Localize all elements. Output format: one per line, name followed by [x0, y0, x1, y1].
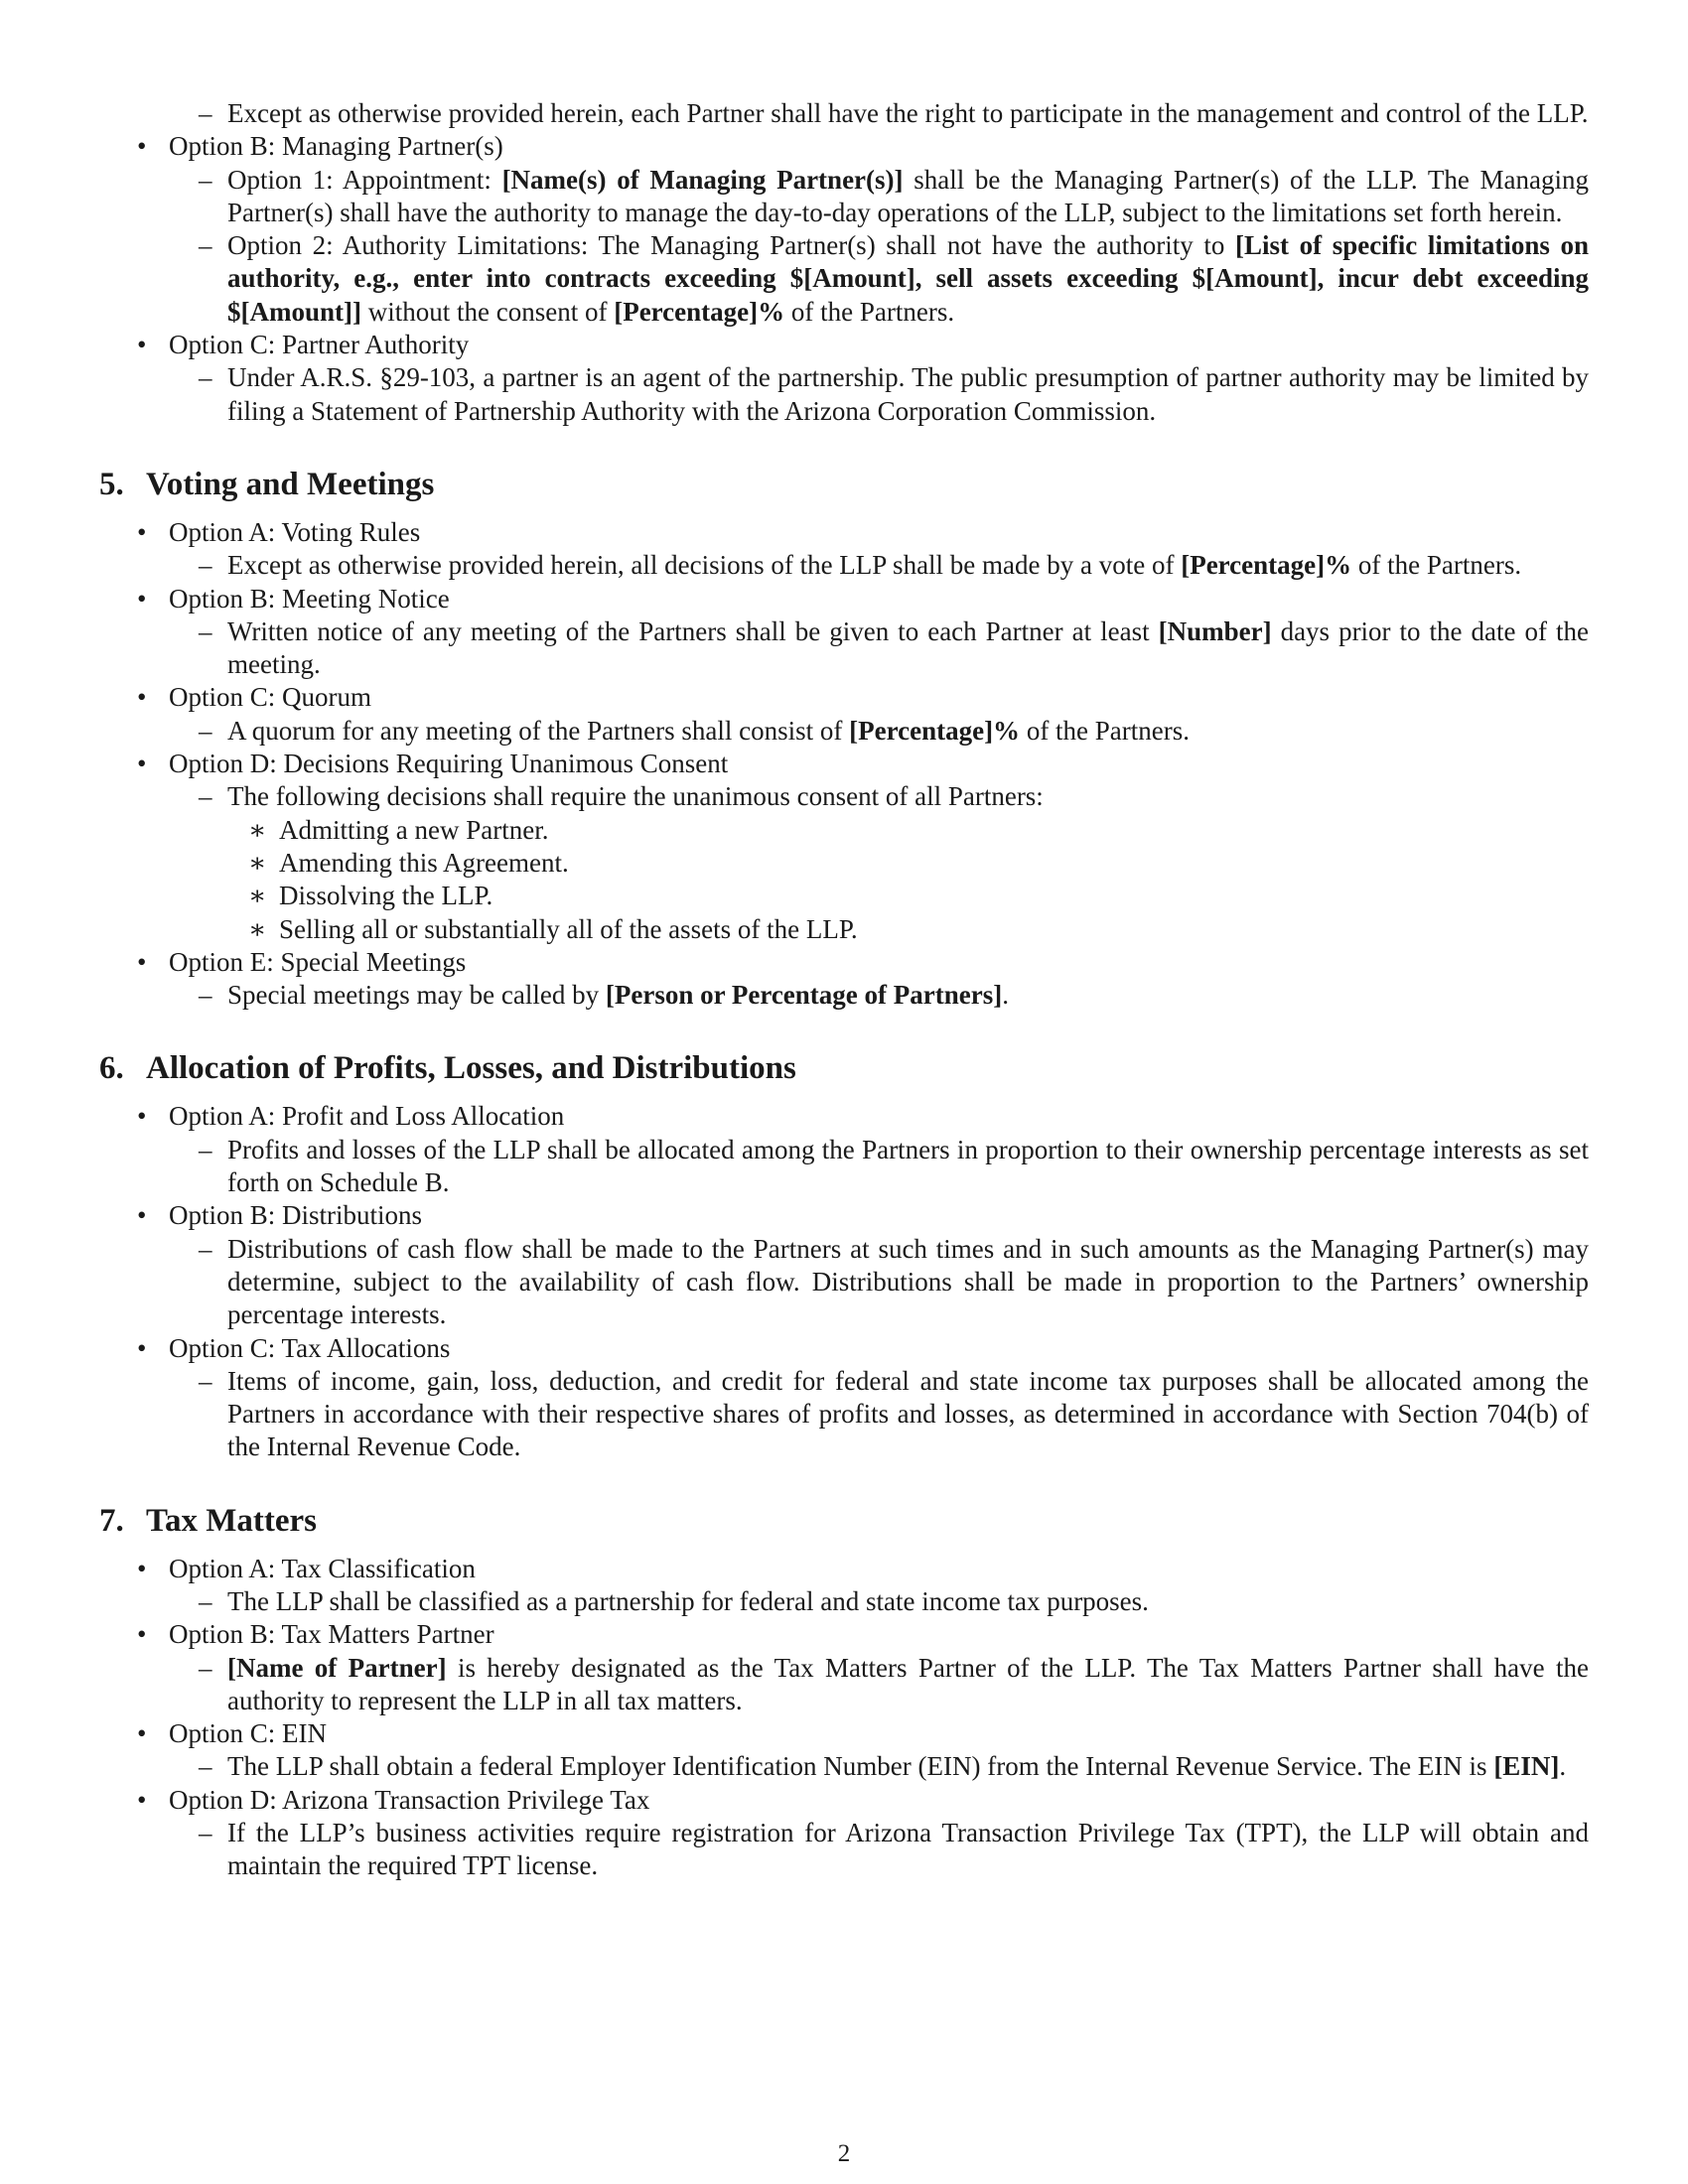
list-item: • Option C: Quorum	[99, 681, 1589, 714]
placeholder-field: [Percentage]%	[614, 296, 785, 327]
page-number: 2	[837, 2140, 851, 2167]
list-item: – Except as otherwise provided herein, each Partner shall have the right to participate in the management and control of the LLP.	[99, 97, 1589, 130]
placeholder-field: [Name(s) of Managing Partner(s)]	[501, 164, 904, 195]
list-item: – If the LLP’s business activities require registration for Arizona Transaction Privilege Tax (TPT), the LLP will obtain and maintain the required TPT license.	[99, 1817, 1589, 1883]
placeholder-field: [List of specific limitations on authority, e.g., enter into contracts exceeding $[Amount], sell assets exceeding $[Amount], incur debt exceeding $[Amount]]	[227, 230, 1590, 327]
list-item: – A quorum for any meeting of the Partners shall consist of [Percentage]% of the Partners.	[99, 715, 1589, 748]
placeholder-field: [Person or Percentage of Partners]	[605, 980, 1003, 1011]
list-item: • Option B: Distributions	[99, 1199, 1589, 1232]
list-item: ∗ Admitting a new Partner.	[99, 814, 1589, 847]
document-body	[99, 97, 1589, 1883]
list-item: • Option E: Special Meetings	[99, 946, 1589, 979]
placeholder-field: [Name of Partner]	[227, 1652, 447, 1683]
list-item: • Option D: Arizona Transaction Privilege Tax	[99, 1784, 1589, 1817]
list-item: ∗ Dissolving the LLP.	[99, 880, 1589, 912]
placeholder-field: [Percentage]%	[1181, 550, 1352, 581]
list-item: – Option 1: Appointment: [Name(s) of Managing Partner(s)] shall be the Managing Partner(s) of the LLP. The Managing Partner(s) shall have the authority to manage the day-to-day operations of the LLP, subject to the limitations set forth herein.	[99, 164, 1589, 230]
placeholder-field: [EIN]	[1493, 1751, 1560, 1782]
placeholder-field: [Number]	[1158, 615, 1272, 646]
list-item: • Option A: Profit and Loss Allocation	[99, 1100, 1589, 1133]
section-heading: 6. Allocation of Profits, Losses, and Distributions	[99, 1050, 796, 1087]
list-item: – Profits and losses of the LLP shall be allocated among the Partners in proportion to their ownership percentage interests as set forth on Schedule B.	[99, 1134, 1589, 1200]
list-item: • Option B: Tax Matters Partner	[99, 1618, 1589, 1651]
list-item: – Distributions of cash flow shall be made to the Partners at such times and in such amounts as the Managing Partner(s) may determine, subject to the availability of cash flow. Distributions shall be made in proportion to the Partners’ ownership percentage interests.	[99, 1233, 1589, 1332]
list-item: • Option C: EIN	[99, 1717, 1589, 1750]
list-item: • Option A: Tax Classification	[99, 1553, 1589, 1585]
list-item: – The LLP shall obtain a federal Employer Identification Number (EIN) from the Internal Revenue Service. The EIN is [EIN].	[99, 1750, 1589, 1783]
list-item: • Option C: Tax Allocations	[99, 1332, 1589, 1365]
list-item: ∗ Amending this Agreement.	[99, 847, 1589, 880]
placeholder-field: [Percentage]%	[849, 715, 1021, 746]
list-item: – [Name of Partner] is hereby designated as the Tax Matters Partner of the LLP. The Tax Matters Partner shall have the authority to represent the LLP in all tax matters.	[99, 1652, 1589, 1718]
list-item: • Option A: Voting Rules	[99, 516, 1589, 549]
section-heading: 7. Tax Matters	[99, 1502, 317, 1539]
list-item: – Except as otherwise provided herein, all decisions of the LLP shall be made by a vote of [Percentage]% of the Partners.	[99, 549, 1589, 582]
list-item: • Option D: Decisions Requiring Unanimous Consent	[99, 748, 1589, 780]
list-item: • Option C: Partner Authority	[99, 329, 1589, 361]
list-item: – The following decisions shall require the unanimous consent of all Partners:	[99, 780, 1589, 813]
list-item: – The LLP shall be classified as a partnership for federal and state income tax purposes.	[99, 1585, 1589, 1618]
list-item: – Under A.R.S. §29-103, a partner is an agent of the partnership. The public presumption of partner authority may be limited by filing a Statement of Partnership Authority with the Arizona Corporation Commission.	[99, 361, 1589, 428]
list-item: • Option B: Meeting Notice	[99, 583, 1589, 615]
list-item: • Option B: Managing Partner(s)	[99, 130, 1589, 163]
list-item: ∗ Selling all or substantially all of the assets of the LLP.	[99, 913, 1589, 946]
list-item: – Option 2: Authority Limitations: The Managing Partner(s) shall not have the authority to [List of specific limitations on authority, e.g., enter into contracts exceeding $[Amount], sell assets exceeding $[Amount], incur debt exceeding $[Amount]] without the consent of [Percentage]% of the Partners.	[99, 229, 1589, 329]
list-item: – Written notice of any meeting of the Partners shall be given to each Partner at least [Number] days prior to the date of the meeting.	[99, 615, 1589, 682]
list-item: – Special meetings may be called by [Person or Percentage of Partners].	[99, 979, 1589, 1012]
section-heading: 5. Voting and Meetings	[99, 466, 435, 502]
list-item: – Items of income, gain, loss, deduction, and credit for federal and state income tax purposes shall be allocated among the Partners in accordance with their respective shares of profits and losses, as determined in accordance with Section 704(b) of the Internal Revenue Code.	[99, 1365, 1589, 1464]
